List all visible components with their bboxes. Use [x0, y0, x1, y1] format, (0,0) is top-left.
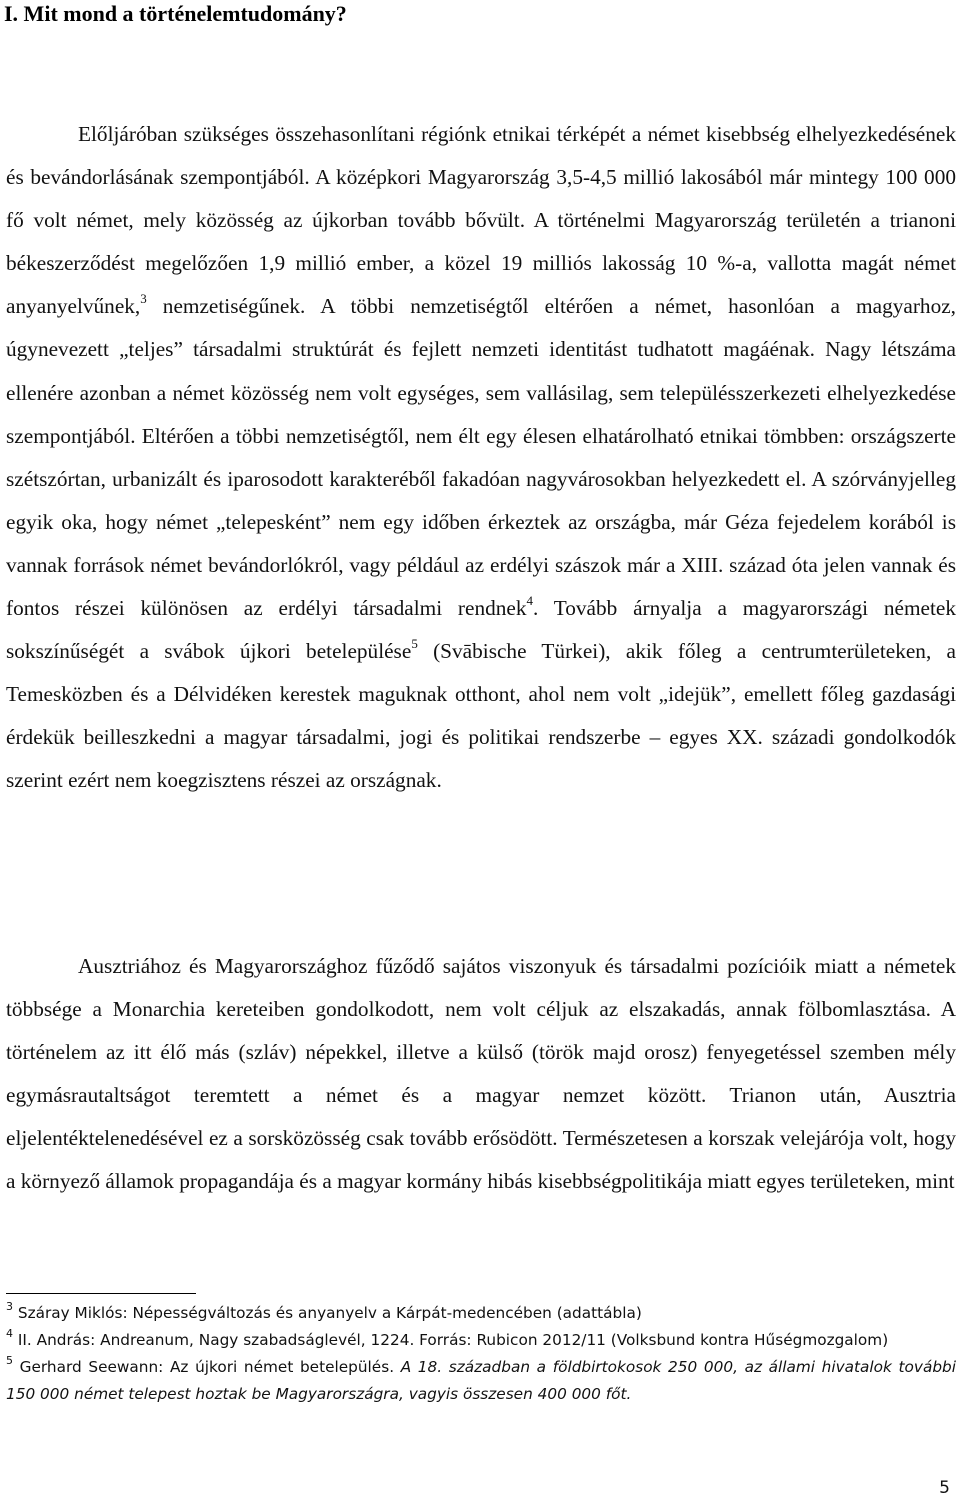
footnote-3-text: Száray Miklós: Népességváltozás és anyanyelv a Kárpát-medencében (adattábla): [13, 1304, 642, 1322]
footnote-ref-4[interactable]: 4: [526, 593, 534, 609]
page-number: 5: [939, 1478, 950, 1498]
footnote-3: [6, 1300, 956, 1327]
footnote-ref-3[interactable]: 3: [140, 291, 147, 307]
footnote-4: [6, 1327, 956, 1354]
footnote-number-4: 4: [6, 1327, 13, 1340]
paragraph-1-part-a: Előljáróban szükséges összehasonlítani régiónk etnikai térképét a német kisebbség elhelyezkedésének és bevándorlásának szempontjából. A középkori Magyarország 3,5-4,5 millió lakosából már mintegy 100 000 fő volt német, mely közösség az újkorban tovább bővült. A történelmi Magyarország területén a trianoni békeszerződést megelőzően 1,9 millió ember, a közel 19 milliós lakosság 10 %-a, vallotta magát német anyanyelvűnek,: [6, 122, 956, 319]
footnote-5-italic-text: A 18. században a földbirtokosok 250 000, az állami hivatalok további 150 000 német telepest hoztak be Magyarországra, vagyis összesen 400 000 főt.: [6, 1358, 956, 1403]
paragraph-1-part-b: nemzetiségűnek. A többi nemzetiségtől eltérően a német, hasonlóan a magyarhoz, úgynevezett „teljes” társadalmi struktúrát és fejlett nemzeti identitást tudhatott magáénak. Nagy létszáma ellenére azonban a német közösség nem volt egységes, sem vallásilag, sem településszerkezeti elhelyezkedése szempontjából. Eltérően a többi nemzetiségtől, nem élt egy élesen elhatárolható etnikai tömbben: országszerte szétszórtan, urbanizált és iparosodott karakteréből fakadóan nagyvárosokban helyezkedett el. A szórványjelleg egyik oka, hogy német „telepesként” nem egy időben érkeztek az országba, már Géza fejedelem korából is vannak források német bevándorlókról, vagy például az erdélyi szászok már a XIII. század óta jelen vannak és fontos részei különösen az erdélyi társadalmi rendnek: [6, 294, 956, 621]
footnotes: [6, 1300, 956, 1408]
paragraph-1-part-c: . Tovább árnyalja a magyarországi németek sokszínűségét a svábok újkori betelepülése: [6, 596, 956, 664]
footnote-number-5: 5: [6, 1354, 13, 1367]
paragraph-1-part-d: (Svābische Türkei), akik főleg a centrumterületeken, a Temesközben és a Délvidéken kerestek maguknak otthont, ahol nem volt „idejük”, emellett főleg gazdasági érdekük beilleszkedni a magyar társadalmi, jogi és politikai rendszerbe – egyes XX. századi gondolkodók szerint ezért nem koegzisztens részei az országnak.: [6, 639, 957, 793]
footnote-divider: [6, 1293, 196, 1294]
footnote-number-3: 3: [6, 1300, 13, 1313]
section-heading: I. Mit mond a történelemtudomány?: [4, 1, 347, 26]
footnote-ref-5[interactable]: 5: [411, 636, 418, 652]
footnote-5-text: Gerhard Seewann: Az újkori német betelepülés.: [13, 1358, 401, 1376]
paragraph-1: [6, 113, 956, 803]
footnote-5: [6, 1354, 956, 1408]
footnote-4-text: II. András: Andreanum, Nagy szabadságlevél, 1224. Forrás: Rubicon 2012/11 (Volksbund kontra Hűségmozgalom): [13, 1331, 889, 1349]
paragraph-2: Ausztriához és Magyarországhoz fűződő sajátos viszonyuk és társadalmi pozícióik miatt a németek többsége a Monarchia kereteiben gondolkodott, nem volt céljuk az elszakadás, annak fölbomlasztása. A történelem az itt élő más (szláv) népekkel, illetve a külső (török majd orosz) fenyegetéssel szemben mély egymásrautaltságot teremtett a német és a magyar nemzet között. Trianon után, Ausztria eljelentéktelenedésével ez a sorsközösség csak tovább erősödött. Természetesen a korszak velejárója volt, hogy a környező államok propagandája és a magyar kormány hibás kisebbségpolitikája miatt egyes területeken, mint: [6, 954, 956, 1194]
